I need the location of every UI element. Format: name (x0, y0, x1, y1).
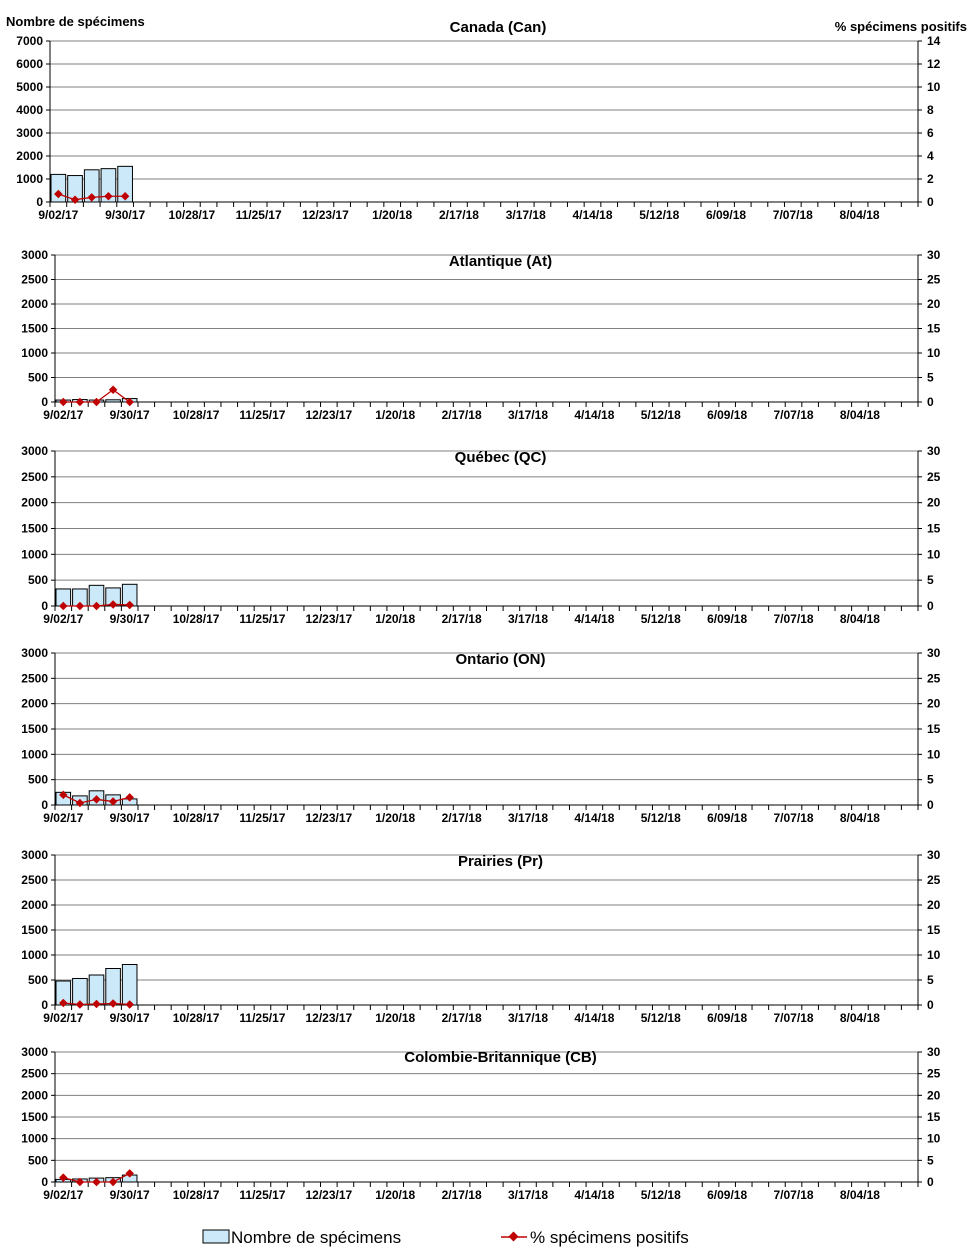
y2-tick-label: 10 (927, 547, 941, 562)
x-tick-label: 9/30/17 (109, 811, 150, 825)
y2-tick-label: 2 (927, 172, 934, 186)
x-tick-label: 9/02/17 (43, 811, 84, 825)
x-tick-label: 1/20/18 (375, 408, 416, 422)
y-tick-label: 1500 (21, 722, 48, 736)
x-tick-label: 1/20/18 (375, 811, 416, 825)
y2-tick-label: 0 (927, 1175, 934, 1189)
y-tick-label: 2500 (21, 671, 48, 686)
chart-title: Ontario (ON) (455, 651, 546, 668)
y2-tick-label: 15 (927, 521, 941, 536)
y-tick-label: 6000 (16, 57, 43, 71)
y2-tick-label: 10 (927, 1131, 941, 1146)
y2-tick-label: 5 (927, 973, 934, 987)
y-tick-label: 2500 (21, 469, 48, 484)
y2-tick-label: 4 (927, 149, 934, 163)
y2-tick-label: 20 (927, 1088, 941, 1103)
x-tick-label: 4/14/18 (574, 811, 615, 825)
left-axis-header: Nombre de spécimens (6, 14, 145, 29)
chart-title: Atlantique (At) (448, 253, 553, 270)
x-tick-label: 9/02/17 (43, 1188, 84, 1202)
y2-tick-label: 6 (927, 126, 934, 140)
y2-tick-label: 10 (927, 346, 941, 360)
x-tick-label: 8/04/18 (839, 612, 880, 626)
x-tick-label: 11/25/17 (239, 408, 286, 422)
y2-tick-label: 5 (927, 370, 934, 385)
y-tick-label: 500 (27, 370, 48, 385)
x-tick-label: 11/25/17 (239, 1188, 286, 1202)
x-tick-label: 11/25/17 (239, 811, 286, 825)
x-tick-label: 10/28/17 (172, 408, 220, 422)
legend-line-marker (509, 1232, 519, 1242)
y2-tick-label: 20 (927, 297, 941, 311)
y-tick-label: 2000 (16, 149, 43, 163)
y-tick-label: 1000 (21, 1131, 48, 1146)
x-tick-label: 5/12/18 (640, 408, 681, 422)
x-tick-label: 2/17/18 (441, 811, 482, 825)
y-tick-label: 1500 (21, 521, 48, 536)
right-axis-header: % spécimens positifs (834, 19, 967, 34)
x-tick-label: 6/09/18 (707, 811, 748, 825)
y-tick-label: 0 (41, 998, 48, 1012)
legend-line-label: % spécimens positifs (530, 1228, 689, 1247)
y2-tick-label: 25 (927, 873, 941, 887)
x-tick-label: 3/17/18 (507, 408, 549, 422)
positivity-marker (76, 398, 84, 406)
x-tick-label: 9/02/17 (43, 1011, 84, 1025)
y-tick-label: 1000 (21, 346, 48, 360)
x-tick-label: 4/14/18 (574, 612, 615, 626)
x-tick-label: 7/07/18 (773, 612, 814, 626)
y2-tick-label: 20 (927, 898, 941, 912)
y-tick-label: 2500 (21, 272, 48, 287)
x-tick-label: 12/23/17 (305, 408, 353, 422)
y-tick-label: 3000 (21, 248, 48, 262)
x-tick-label: 6/09/18 (707, 612, 748, 626)
x-tick-label: 4/14/18 (574, 1188, 615, 1202)
y2-tick-label: 15 (927, 923, 941, 937)
x-tick-label: 4/14/18 (572, 208, 613, 222)
y-tick-label: 500 (27, 1153, 48, 1168)
x-tick-label: 5/12/18 (640, 1011, 681, 1025)
x-tick-label: 6/09/18 (707, 1011, 748, 1025)
y-tick-label: 500 (27, 973, 48, 987)
y2-tick-label: 30 (927, 444, 941, 458)
y-tick-label: 3000 (16, 126, 43, 140)
x-tick-label: 7/07/18 (773, 1188, 814, 1202)
chart-panel (21, 646, 940, 825)
y2-tick-label: 30 (927, 1045, 941, 1059)
x-tick-label: 9/02/17 (43, 612, 84, 626)
legend-bar-label: Nombre de spécimens (231, 1228, 402, 1247)
x-tick-label: 4/14/18 (574, 408, 615, 422)
y-tick-label: 1000 (21, 948, 48, 962)
x-tick-label: 9/30/17 (109, 1011, 150, 1025)
chart-panel (21, 1045, 940, 1202)
y2-tick-label: 25 (927, 469, 941, 484)
y2-tick-label: 25 (927, 1066, 941, 1081)
y-tick-label: 1500 (21, 1110, 48, 1124)
x-tick-label: 10/28/17 (172, 1011, 220, 1025)
y-tick-label: 5000 (16, 80, 43, 94)
y-tick-label: 0 (36, 195, 43, 209)
chart-title: Prairies (Pr) (457, 853, 544, 870)
x-tick-label: 9/30/17 (109, 612, 150, 626)
y-tick-label: 1000 (16, 172, 43, 186)
y-tick-label: 2000 (21, 1088, 48, 1103)
y2-tick-label: 8 (927, 103, 934, 117)
y2-tick-label: 10 (927, 747, 941, 762)
y2-tick-label: 10 (927, 948, 941, 962)
y-tick-label: 7000 (16, 34, 43, 48)
y-tick-label: 500 (27, 573, 48, 588)
y2-tick-label: 15 (927, 1110, 941, 1124)
chart-panel (16, 19, 940, 222)
x-tick-label: 12/23/17 (302, 208, 349, 222)
x-tick-label: 2/17/18 (441, 408, 482, 422)
x-tick-label: 7/07/18 (772, 208, 813, 222)
y2-tick-label: 30 (927, 848, 941, 862)
y2-tick-label: 20 (927, 495, 941, 510)
y2-tick-label: 0 (927, 998, 934, 1012)
y2-tick-label: 30 (927, 248, 941, 262)
x-tick-label: 5/12/18 (640, 1188, 681, 1202)
x-tick-label: 12/23/17 (305, 811, 353, 825)
x-tick-label: 12/23/17 (305, 1188, 353, 1202)
x-tick-label: 5/12/18 (640, 811, 681, 825)
x-tick-label: 5/12/18 (639, 208, 680, 222)
chart-legend (203, 1228, 689, 1247)
y-tick-label: 4000 (16, 103, 43, 117)
y-tick-label: 1500 (21, 923, 48, 937)
y2-tick-label: 15 (927, 722, 941, 736)
x-tick-label: 8/04/18 (839, 208, 880, 222)
x-tick-label: 8/04/18 (839, 1188, 880, 1202)
chart-panel (21, 444, 940, 626)
x-tick-label: 11/25/17 (239, 612, 286, 626)
x-tick-label: 9/02/17 (38, 208, 79, 222)
y-tick-label: 1000 (21, 547, 48, 562)
chart-panels (16, 19, 940, 1202)
y2-tick-label: 30 (927, 646, 941, 660)
x-tick-label: 8/04/18 (839, 1011, 880, 1025)
x-tick-label: 2/17/18 (441, 1011, 482, 1025)
y2-tick-label: 20 (927, 696, 941, 711)
chart-title: Canada (Can) (449, 19, 547, 36)
legend-bar-swatch (203, 1230, 229, 1243)
positivity-marker (59, 398, 67, 406)
x-tick-label: 8/04/18 (839, 811, 880, 825)
y-tick-label: 1000 (21, 747, 48, 762)
y2-tick-label: 14 (927, 34, 941, 48)
x-tick-label: 7/07/18 (773, 408, 814, 422)
x-tick-label: 6/09/18 (707, 1188, 748, 1202)
y2-tick-label: 25 (927, 671, 941, 686)
x-tick-label: 7/07/18 (773, 811, 814, 825)
y2-tick-label: 0 (927, 599, 934, 613)
x-tick-label: 10/28/17 (172, 811, 220, 825)
y-tick-label: 2500 (21, 873, 48, 887)
y-tick-label: 2500 (21, 1066, 48, 1081)
x-tick-label: 6/09/18 (707, 408, 748, 422)
y2-tick-label: 0 (927, 395, 934, 409)
y-tick-label: 3000 (21, 444, 48, 458)
y2-tick-label: 5 (927, 772, 934, 787)
x-tick-label: 2/17/18 (441, 612, 482, 626)
x-tick-label: 1/20/18 (372, 208, 413, 222)
chart-panel (21, 248, 940, 422)
x-tick-label: 8/04/18 (839, 408, 880, 422)
chart-title: Colombie-Britannique (CB) (404, 1049, 597, 1066)
y-tick-label: 0 (41, 599, 48, 613)
y2-tick-label: 0 (927, 195, 934, 209)
x-tick-label: 5/12/18 (640, 612, 681, 626)
x-tick-label: 1/20/18 (375, 612, 416, 626)
y-tick-label: 3000 (21, 1045, 48, 1059)
y2-tick-label: 15 (927, 321, 941, 336)
x-tick-label: 1/20/18 (375, 1011, 416, 1025)
x-tick-label: 10/28/17 (168, 208, 216, 222)
x-tick-label: 3/17/18 (507, 1188, 549, 1202)
x-tick-label: 9/30/17 (109, 1188, 150, 1202)
y2-tick-label: 5 (927, 573, 934, 588)
x-tick-label: 2/17/18 (438, 208, 479, 222)
x-tick-label: 4/14/18 (574, 1011, 615, 1025)
x-tick-label: 9/30/17 (105, 208, 146, 222)
x-tick-label: 7/07/18 (773, 1011, 814, 1025)
y-tick-label: 0 (41, 395, 48, 409)
y-tick-label: 2000 (21, 495, 48, 510)
specimen-bar (122, 965, 137, 1006)
y2-tick-label: 25 (927, 272, 941, 287)
x-tick-label: 12/23/17 (305, 1011, 353, 1025)
y-tick-label: 0 (41, 798, 48, 812)
y2-tick-label: 0 (927, 798, 934, 812)
chart-panel (21, 848, 940, 1025)
x-tick-label: 6/09/18 (706, 208, 747, 222)
y2-tick-label: 12 (927, 57, 941, 71)
y-tick-label: 2000 (21, 898, 48, 912)
y-tick-label: 2000 (21, 696, 48, 711)
chart-title: Québec (QC) (454, 449, 547, 466)
y-tick-label: 500 (27, 772, 48, 787)
x-tick-label: 1/20/18 (375, 1188, 416, 1202)
x-tick-label: 9/30/17 (109, 408, 150, 422)
x-tick-label: 12/23/17 (305, 612, 353, 626)
x-tick-label: 2/17/18 (441, 1188, 482, 1202)
y-tick-label: 3000 (21, 848, 48, 862)
x-tick-label: 9/02/17 (43, 408, 84, 422)
x-tick-label: 11/25/17 (239, 1011, 286, 1025)
x-tick-label: 3/17/18 (507, 1011, 549, 1025)
y-tick-label: 2000 (21, 297, 48, 311)
x-tick-label: 3/17/18 (505, 208, 546, 222)
x-tick-label: 10/28/17 (172, 612, 220, 626)
y-tick-label: 0 (41, 1175, 48, 1189)
y2-tick-label: 5 (927, 1153, 934, 1168)
y2-tick-label: 10 (927, 80, 941, 94)
x-tick-label: 3/17/18 (507, 612, 549, 626)
y-tick-label: 1500 (21, 321, 48, 336)
x-tick-label: 11/25/17 (235, 208, 282, 222)
y-tick-label: 3000 (21, 646, 48, 660)
x-tick-label: 10/28/17 (172, 1188, 220, 1202)
x-tick-label: 3/17/18 (507, 811, 549, 825)
